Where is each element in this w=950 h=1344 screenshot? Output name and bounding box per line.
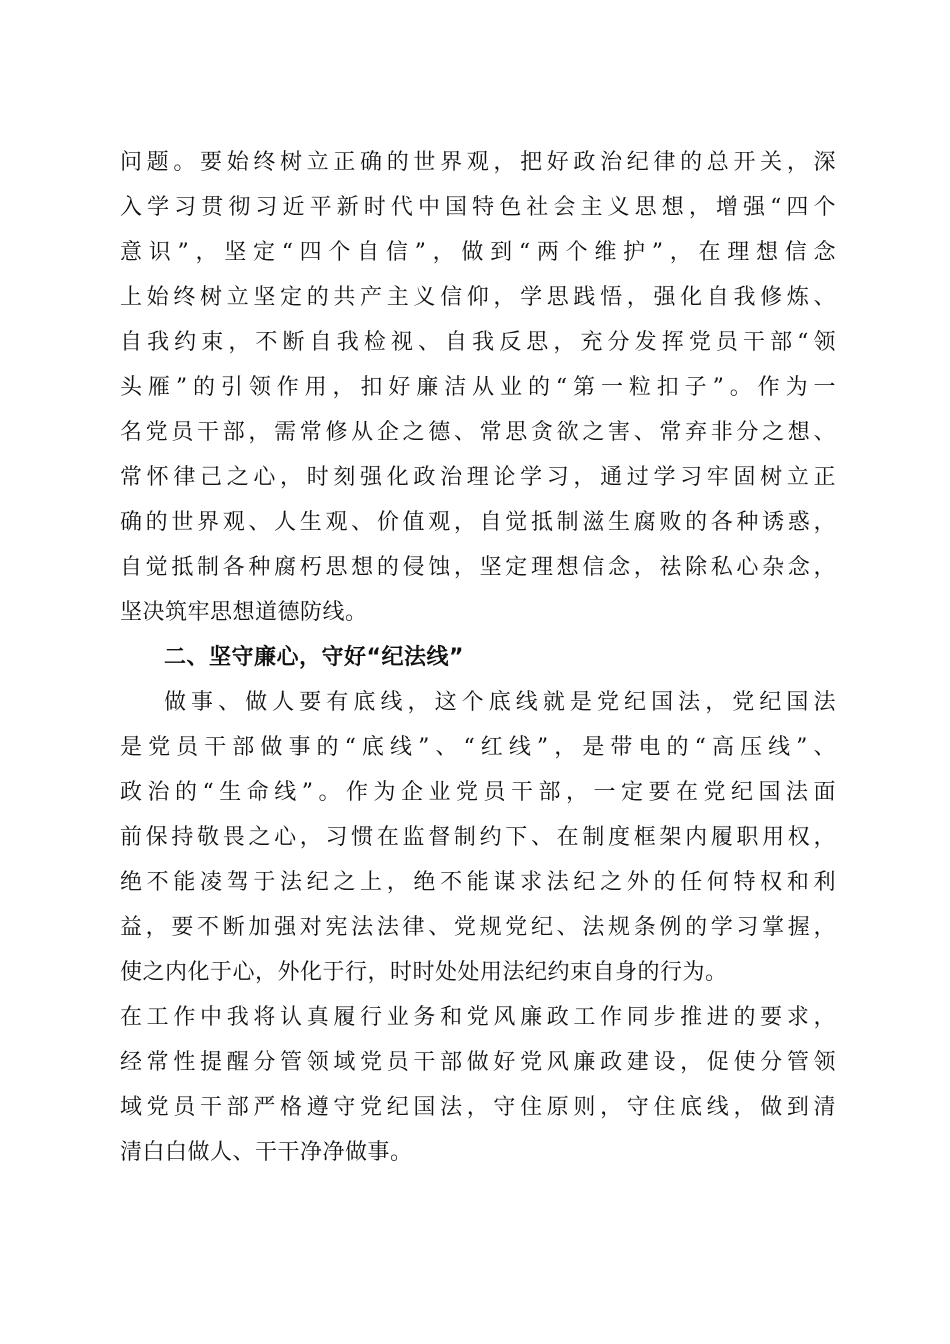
paragraph-line: 在工作中我将认真履行业务和党风廉政工作同步推进的要求，	[120, 1005, 836, 1030]
section-heading: 二、坚守廉心，守好“纪法线”	[164, 645, 464, 670]
paragraph-line: 绝不能凌驾于法纪之上，绝不能谋求法纪之外的任何特权和利	[120, 870, 836, 895]
paragraph-line: 名党员干部，需常修从企之德、常思贪欲之害、常弃非分之想、	[120, 420, 836, 445]
paragraph-line: 常怀律己之心，时刻强化政治理论学习，通过学习牢固树立正	[120, 465, 836, 490]
paragraph-1	[120, 140, 836, 1175]
paragraph-line: 做事、做人要有底线，这个底线就是党纪国法，党纪国法	[164, 690, 836, 715]
paragraph-line: 使之内化于心，外化于行，时时处处用法纪约束自身的行为。	[120, 960, 728, 985]
paragraph-line: 自觉抵制各种腐朽思想的侵蚀，坚定理想信念，祛除私心杂念，	[120, 555, 836, 580]
paragraph-line: 确的世界观、人生观、价值观，自觉抵制滋生腐败的各种诱惑，	[120, 510, 836, 535]
paragraph-line: 问题。要始终树立正确的世界观，把好政治纪律的总开关，深	[120, 150, 836, 175]
paragraph-line: 坚决筑牢思想道德防线。	[120, 600, 368, 625]
paragraph-line: 是党员干部做事的“底线”、“红线”，是带电的“高压线”、	[120, 735, 836, 760]
paragraph-line: 上始终树立坚定的共产主义信仰，学思践悟，强化自我修炼、	[120, 285, 836, 310]
paragraph-line: 头雁”的引领作用，扣好廉洁从业的“第一粒扣子”。作为一	[120, 375, 836, 400]
paragraph-line: 经常性提醒分管领域党员干部做好党风廉政建设，促使分管领	[120, 1050, 836, 1075]
paragraph-line: 入学习贯彻习近平新时代中国特色社会主义思想，增强“四个	[120, 195, 836, 220]
paragraph-line: 清白白做人、干干净净做事。	[120, 1140, 413, 1165]
paragraph-line: 前保持敬畏之心，习惯在监督制约下、在制度框架内履职用权，	[120, 825, 836, 850]
paragraph-line: 意识”，坚定“四个自信”，做到“两个维护”，在理想信念	[120, 240, 836, 265]
paragraph-line: 自我约束，不断自我检视、自我反思，充分发挥党员干部“领	[120, 330, 836, 355]
paragraph-line: 域党员干部严格遵守党纪国法，守住原则，守住底线，做到清	[120, 1095, 836, 1120]
paragraph-line: 政治的“生命线”。作为企业党员干部，一定要在党纪国法面	[120, 780, 836, 805]
paragraph-line: 益，要不断加强对宪法法律、党规党纪、法规条例的学习掌握，	[120, 915, 836, 940]
